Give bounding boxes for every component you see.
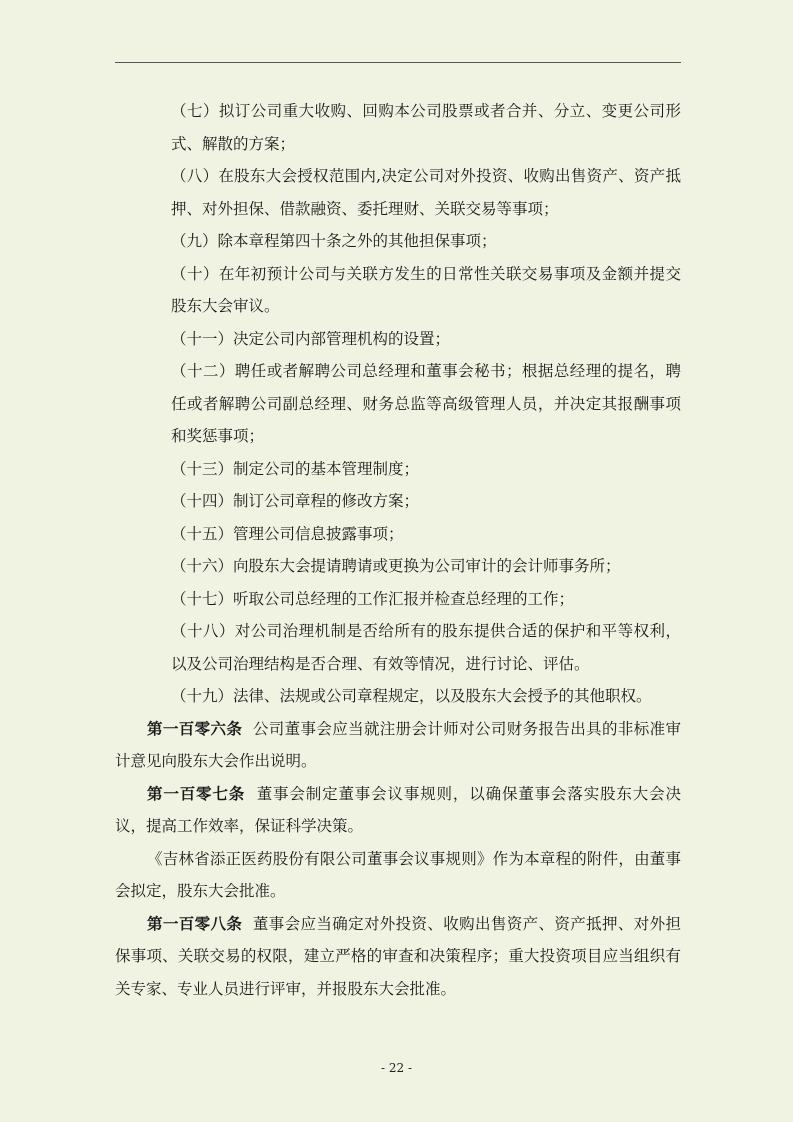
item-text: 向股东大会提请聘请或更换为公司审计的会计师事务所； <box>233 557 621 575</box>
item-number: （十一） <box>171 329 234 348</box>
item-text: 法律、法规或公司章程规定，以及股东大会授予的其他职权。 <box>233 687 652 705</box>
item-number: （十五） <box>171 524 234 543</box>
article-107 <box>115 778 681 843</box>
list-item <box>115 258 681 323</box>
list-item <box>115 323 681 356</box>
article-text: 董事会制定董事会议事规则，以确保董事会落实股东大会决议，提高工作效率，保证科学决策。 <box>115 784 681 835</box>
article-106 <box>115 713 681 778</box>
document-body <box>115 95 681 1005</box>
item-number: （十六） <box>171 557 234 575</box>
article-108 <box>115 908 681 1006</box>
page-number: - 22 - <box>380 1061 412 1075</box>
list-item <box>115 550 681 583</box>
item-number: （十七） <box>171 589 234 608</box>
list-item <box>115 485 681 518</box>
list-item <box>115 615 681 680</box>
item-text: 在股东大会授权范围内,决定公司对外投资、收购出售资产、资产抵押、对外担保、借款融资、委托理财、关联交易等事项； <box>171 167 681 218</box>
list-item <box>115 518 681 551</box>
item-number: （七） <box>171 102 219 120</box>
item-text: 管理公司信息披露事项； <box>233 524 404 543</box>
item-number: （十四） <box>171 492 234 510</box>
list-item <box>115 355 681 453</box>
item-text: 聘任或者解聘公司总经理和董事会秘书；根据总经理的提名，聘任或者解聘公司副总经理、财务总监等高级管理人员，并决定其报酬事项和奖惩事项； <box>171 362 681 445</box>
item-number: （十三） <box>171 459 234 478</box>
list-item <box>115 225 681 258</box>
article-title: 第一百零七条 <box>147 783 246 803</box>
item-number: （十八） <box>171 622 235 640</box>
article-title: 第一百零八条 <box>147 913 243 933</box>
item-text: 听取公司总经理的工作汇报并检查总经理的工作； <box>233 589 575 608</box>
article-text: 公司董事会应当就注册会计师对公司财务报告出具的非标准审计意见向股东大会作出说明。 <box>115 719 681 770</box>
item-number: （九） <box>171 232 218 250</box>
item-number: （八） <box>171 167 219 185</box>
item-text: 决定公司内部管理机构的设置； <box>233 329 451 348</box>
article-title: 第一百零六条 <box>147 718 243 738</box>
item-text: 拟订公司重大收购、回购本公司股票或者合并、分立、变更公司形式、解散的方案； <box>171 102 681 153</box>
item-text: 对公司治理机制是否给所有的股东提供合适的保护和平等权利，以及公司治理结构是否合理、有效等情况，进行讨论、评估。 <box>171 622 681 673</box>
item-text: 制订公司章程的修改方案； <box>233 492 420 510</box>
list-item <box>115 583 681 616</box>
header-rule <box>115 62 681 63</box>
item-text: 在年初预计公司与关联方发生的日常性关联交易事项及金额并提交股东大会审议。 <box>171 264 681 315</box>
item-number: （十九） <box>171 687 234 705</box>
list-item <box>115 95 681 160</box>
item-number: （十二） <box>171 362 235 380</box>
article-107-note: 《吉林省添正医药股份有限公司董事会议事规则》作为本章程的附件，由董事会拟定，股东大会批准。 <box>115 849 681 900</box>
list-item <box>115 160 681 225</box>
item-text: 制定公司的基本管理制度； <box>233 459 420 478</box>
article-text: 董事会应当确定对外投资、收购出售资产、资产抵押、对外担保事项、关联交易的权限，建立严格的审查和决策程序；重大投资项目应当组织有关专家、专业人员进行评审，并报股东大会批准。 <box>115 914 681 998</box>
item-number: （十） <box>171 264 219 283</box>
list-item <box>115 453 681 486</box>
item-text: 除本章程第四十条之外的其他担保事项； <box>217 232 497 250</box>
list-item <box>115 680 681 713</box>
